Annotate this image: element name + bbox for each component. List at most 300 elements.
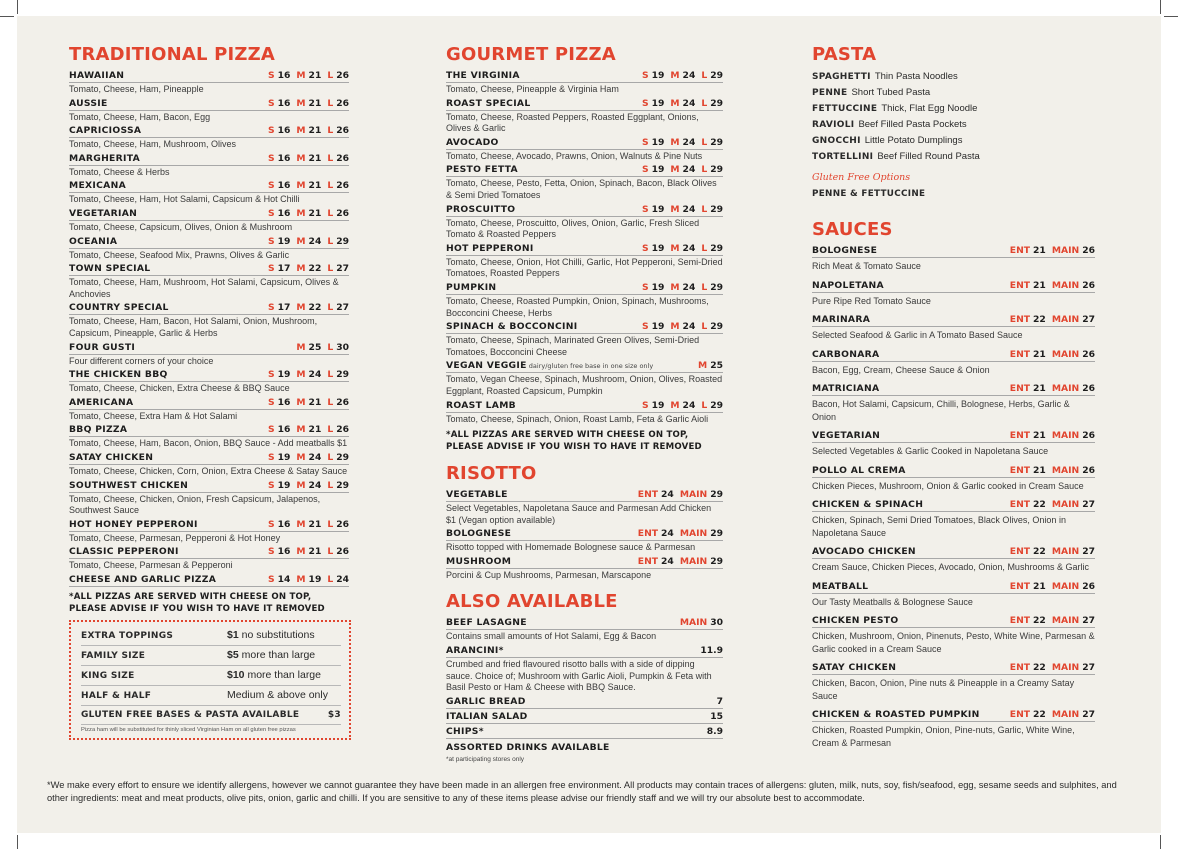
size-price: 29	[710, 70, 723, 81]
menu-item-prices	[698, 359, 723, 372]
menu-item-name: VEGETABLE	[446, 489, 508, 501]
menu-item-prices	[1010, 614, 1095, 627]
size-label: MAIN	[1051, 348, 1080, 360]
menu-item-description: Tomato, Cheese, Spinach, Marinated Green Olives, Semi-Dried Tomatoes, Bocconcini Cheese	[446, 335, 700, 357]
size-label: M	[670, 281, 680, 293]
size-label: MAIN	[1051, 383, 1080, 394]
crop-mark	[1160, 0, 1161, 14]
menu-item-name: NAPOLETANA	[812, 279, 884, 291]
menu-item-prices	[268, 235, 349, 248]
menu-item	[69, 451, 349, 478]
pasta-item-description: Beef Filled Pasta Pockets	[858, 119, 967, 130]
column-traditional	[69, 44, 349, 740]
cheese-notice: *ALL PIZZAS ARE SERVED WITH CHEESE ON TOP, PLEASE ADVISE IF YOU WISH TO HAVE IT REMOVED	[69, 591, 325, 614]
menu-item-description: Risotto topped with Homemade Bolognese sauce & Parmesan	[446, 542, 696, 553]
size-label: M	[670, 136, 680, 148]
crop-mark	[17, 835, 18, 849]
menu-item-name: ITALIAN SALAD	[446, 710, 528, 722]
allergen-footnote: *We make every effort to ensure we identify allergens, however we cannot guarantee they have been made in an allergen free environment. All products may contain traces of allergens: gluten, milk, nuts, soy, fish/seafood, egg, sesame seeds and sulphites, and other ingredients: meat and meat products, olive pits, onion, garlic and chilli. If you are sensitive to any of these items please advise our friendly staff and we will try our absolute best to accommodate.	[47, 780, 1117, 803]
menu-item-name: VEGETARIAN	[812, 430, 881, 441]
size-price: 21	[308, 424, 322, 436]
size-label: M	[296, 180, 306, 192]
gluten-free-options-list: PENNE & FETTUCCINE	[812, 189, 926, 199]
menu-item-prices	[1010, 708, 1095, 721]
menu-item-name: PESTO FETTA	[446, 164, 518, 176]
menu-item-row	[812, 464, 1095, 478]
extras-price: Medium & above only	[227, 688, 328, 701]
menu-item-row	[446, 320, 723, 334]
gluten-free-footnote: Pizza ham will be substituted for thinly sliced Virginian Ham on all gluten free pizzas	[81, 726, 296, 733]
menu-item-row	[812, 313, 1095, 327]
menu-item	[446, 242, 723, 280]
menu-item-row	[69, 573, 349, 587]
menu-item	[446, 97, 723, 135]
menu-item	[69, 152, 349, 179]
menu-item-prices	[642, 97, 723, 110]
menu-item-name: SATAY CHICKEN	[69, 451, 154, 463]
extras-list	[81, 626, 341, 706]
size-price: 19	[651, 97, 665, 109]
menu-item-name: GARLIC BREAD	[446, 695, 526, 707]
size-label: MAIN	[1051, 499, 1080, 510]
size-label: M	[670, 321, 680, 333]
menu-item-row	[69, 152, 349, 166]
pasta-item-name: GNOCCHI	[812, 136, 861, 146]
size-label: S	[267, 207, 275, 219]
menu-item-row	[812, 348, 1095, 362]
size-price: 26	[1082, 383, 1095, 394]
menu-item-prices	[268, 573, 349, 586]
size-label: L	[327, 424, 334, 436]
size-label: L	[327, 70, 334, 81]
menu-item-name: ROAST LAMB	[446, 399, 516, 411]
size-label: S	[641, 399, 649, 411]
gluten-free-price: $3	[327, 709, 341, 720]
pasta-item-description: Thick, Flat Egg Noodle	[881, 103, 978, 114]
size-label: M	[296, 546, 306, 558]
menu-item	[446, 616, 723, 643]
menu-item	[812, 708, 1095, 749]
menu-item-name: SOUTHWEST CHICKEN	[69, 479, 189, 491]
menu-item-description: Tomato, Cheese & Herbs	[69, 166, 170, 177]
size-label: M	[296, 369, 306, 381]
menu-item-description: Tomato, Cheese, Chicken, Extra Cheese & BBQ Sauce	[69, 383, 290, 394]
size-label: MAIN	[1051, 709, 1080, 720]
size-label: S	[267, 263, 275, 275]
size-price: 21	[308, 97, 322, 109]
size-price: 19	[277, 451, 291, 463]
menu-item	[69, 518, 349, 545]
menu-item	[446, 399, 723, 426]
menu-item-row	[446, 399, 723, 413]
size-price: 24	[308, 369, 322, 381]
menu-item-name: VEGAN VEGGIE dairy/gluten free base in one size only	[446, 360, 654, 372]
menu-item-description: Tomato, Cheese, Proscuitto, Olives, Onion, Garlic, Fresh Sliced Tomato & Roasted Peppers	[446, 217, 700, 240]
size-price: 19	[651, 164, 665, 176]
pasta-item	[812, 149, 1095, 165]
pasta-item	[812, 101, 1095, 117]
size-label: S	[267, 235, 275, 247]
menu-item-prices	[642, 242, 723, 255]
menu-item-description: Selected Seafood & Garlic in A Tomato Based Sauce	[812, 330, 1023, 340]
menu-item	[812, 614, 1095, 655]
size-label: L	[701, 242, 708, 254]
menu-item-description: Chicken, Roasted Pumpkin, Onion, Pine-nuts, Garlic, White Wine, Cream & Parmesan	[812, 725, 1075, 748]
menu-item-prices	[1010, 545, 1095, 558]
menu-item-prices	[1010, 244, 1095, 257]
size-label: MAIN	[679, 617, 708, 629]
sauces-list	[812, 244, 1095, 749]
size-price: 26	[1082, 430, 1095, 441]
size-price: 27	[1082, 615, 1095, 626]
menu-item-description: Tomato, Cheese, Chicken, Onion, Fresh Capsicum, Jalapenos, Southwest Sauce	[69, 493, 321, 516]
menu-item-name: FOUR GUSTI	[69, 341, 136, 353]
size-label: ENT	[1009, 662, 1031, 673]
size-label: L	[327, 97, 334, 109]
menu-item-description: Bacon, Egg, Cream, Cheese Sauce & Onion	[812, 364, 990, 375]
extras-name: EXTRA TOPPINGS	[81, 630, 174, 641]
size-price: 29	[710, 489, 723, 501]
size-label: L	[327, 479, 334, 491]
size-price: 29	[710, 528, 723, 540]
menu-item	[69, 573, 349, 587]
menu-item	[446, 725, 723, 739]
size-price: 19	[651, 281, 665, 293]
gourmet-cheese-notice: *ALL PIZZAS ARE SERVED WITH CHEESE ON TOP, PLEASE ADVISE IF YOU WISH TO HAVE IT REMOVED	[446, 430, 702, 453]
size-label: MAIN	[1051, 245, 1080, 256]
extras-name: KING SIZE	[81, 670, 135, 681]
menu-item	[69, 235, 349, 262]
menu-item	[812, 348, 1095, 377]
menu-item-prices	[268, 69, 349, 82]
menu-item-name: ROAST SPECIAL	[446, 97, 531, 109]
menu-item	[812, 661, 1095, 702]
menu-item-description: Our Tasty Meatballs & Bolognese Sauce	[812, 596, 973, 607]
menu-item-description: Crumbed and fried flavoured risotto balls with a side of dipping sauce. Choice of; Mushroom with Garlic Aioli, Pumpkin & Feta with Basil Pesto or Ham & Cheese with BBQ Sauce.	[446, 659, 712, 693]
menu-item-row	[69, 262, 349, 276]
pasta-item	[812, 85, 1095, 101]
size-label: ENT	[1009, 709, 1031, 720]
size-label: M	[670, 399, 680, 411]
size-price: 26	[336, 207, 349, 219]
menu-item-name: AVOCADO CHICKEN	[812, 546, 916, 557]
menu-item-row	[69, 207, 349, 221]
also-available-heading: ALSO AVAILABLE	[446, 591, 618, 613]
pasta-item-name: TORTELLINI	[812, 152, 874, 162]
menu-item-prices	[1010, 498, 1095, 511]
menu-page	[17, 16, 1161, 833]
size-price: 27	[336, 302, 349, 314]
size-label: S	[267, 451, 275, 463]
size-price: 24	[682, 70, 696, 81]
size-label: M	[296, 302, 306, 314]
menu-item-description: Rich Meat & Tomato Sauce	[812, 261, 921, 271]
menu-item-description: Select Vegetables, Napoletana Sauce and Parmesan Add Chicken $1 (Vegan option available)	[446, 503, 712, 525]
size-price: 30	[336, 341, 349, 353]
size-label: L	[327, 302, 334, 314]
size-price: 24	[308, 451, 322, 463]
menu-item-row	[812, 545, 1095, 559]
size-price: 21	[308, 70, 322, 81]
menu-item-row	[812, 279, 1095, 293]
size-label: M	[296, 70, 306, 81]
extras-name: HALF & HALF	[81, 690, 152, 701]
menu-item-row	[446, 359, 723, 373]
menu-item-name: CHIPS*	[446, 725, 484, 737]
menu-item-row	[69, 124, 349, 138]
size-price: 27	[1082, 709, 1095, 720]
size-price: 17	[277, 302, 291, 314]
menu-item-description: Selected Vegetables & Garlic Cooked in Napoletana Sauce	[812, 446, 1049, 456]
menu-item-name: BBQ PIZZA	[69, 424, 128, 436]
size-label: M	[296, 573, 306, 585]
menu-item-name: BOLOGNESE	[446, 528, 512, 540]
menu-item-name: CHICKEN & ROASTED PUMPKIN	[812, 709, 980, 720]
menu-item-name: ARANCINI*	[446, 645, 504, 657]
size-price: 26	[336, 424, 349, 436]
size-label: M	[296, 341, 306, 353]
size-label: M	[296, 396, 306, 408]
extras-name: FAMILY SIZE	[81, 650, 146, 661]
size-price: 29	[710, 136, 723, 148]
menu-item-row	[446, 203, 723, 217]
size-label: L	[701, 97, 708, 109]
size-price: 21	[308, 152, 322, 164]
size-label: MAIN	[679, 489, 708, 501]
size-price: 19	[651, 203, 665, 215]
menu-item-description: Four different corners of your choice	[69, 355, 214, 366]
size-label: ENT	[1009, 580, 1031, 592]
menu-item-description: Tomato, Cheese, Parmesan, Pepperoni & Hot Honey	[69, 532, 281, 543]
size-price: 26	[336, 518, 349, 530]
size-label: L	[327, 180, 334, 192]
menu-item-row	[812, 429, 1095, 443]
menu-item	[69, 301, 349, 339]
pasta-item-name: RAVIOLI	[812, 120, 855, 130]
risotto-list	[446, 488, 723, 581]
size-label: S	[641, 97, 649, 109]
size-label: L	[701, 203, 708, 215]
size-price: 29	[336, 235, 349, 247]
menu-item-name: CHICKEN & SPINACH	[812, 499, 924, 510]
size-price: 24	[682, 136, 696, 148]
menu-item-row	[69, 423, 349, 437]
size-label: M	[296, 518, 306, 530]
size-price: 24	[682, 203, 696, 215]
menu-item-description: Tomato, Cheese, Seafood Mix, Prawns, Olives & Garlic	[69, 249, 290, 260]
size-price: 27	[336, 263, 349, 275]
pasta-item-description: Short Tubed Pasta	[851, 87, 931, 98]
menu-item-name: CHEESE AND GARLIC PIZZA	[69, 573, 217, 585]
size-price: 19	[277, 479, 291, 491]
risotto-heading: RISOTTO	[446, 463, 537, 485]
menu-item	[446, 359, 723, 397]
menu-item-prices	[268, 518, 349, 531]
menu-item	[69, 97, 349, 124]
size-price: 29	[710, 555, 723, 567]
menu-item-prices	[1010, 429, 1095, 442]
menu-item-prices	[1010, 279, 1095, 292]
size-price: 26	[336, 396, 349, 408]
menu-item	[812, 545, 1095, 574]
menu-item-row	[446, 69, 723, 83]
menu-item-description: Tomato, Cheese, Ham, Bacon, Egg	[69, 111, 211, 122]
menu-item-name: COUNTRY SPECIAL	[69, 302, 169, 314]
size-label: MAIN	[1051, 279, 1080, 291]
size-price: 26	[336, 180, 349, 192]
menu-item-prices	[268, 207, 349, 220]
size-label: ENT	[637, 555, 659, 567]
size-price: 24	[682, 164, 696, 176]
size-label: MAIN	[1051, 430, 1080, 441]
size-price: 26	[1082, 245, 1095, 256]
menu-item-description: Tomato, Cheese, Ham, Bacon, Onion, BBQ Sauce - Add meatballs $1	[69, 438, 348, 449]
size-price: 29	[710, 281, 723, 293]
size-label: L	[327, 396, 334, 408]
size-label: L	[701, 164, 708, 176]
size-label: ENT	[1009, 348, 1031, 360]
size-price: 21	[308, 546, 322, 558]
menu-item	[446, 488, 723, 526]
menu-item-name: HAWAIIAN	[69, 70, 125, 81]
size-label: S	[641, 281, 649, 293]
size-label: S	[641, 70, 649, 81]
size-label: MAIN	[1051, 464, 1080, 476]
extras-row	[81, 686, 341, 706]
pasta-item	[812, 133, 1095, 149]
size-label: L	[701, 70, 708, 81]
menu-item-description: Porcini & Cup Mushrooms, Parmesan, Marscapone	[446, 569, 652, 580]
menu-item	[446, 527, 723, 554]
column-pasta	[812, 44, 1095, 755]
size-label: M	[698, 360, 708, 372]
size-price: 19	[651, 70, 665, 81]
size-price: 24	[336, 573, 349, 585]
size-price: 27	[1082, 314, 1095, 325]
size-price: 25	[308, 341, 322, 353]
menu-item-name: CARBONARA	[812, 348, 880, 360]
menu-item-description: Tomato, Cheese, Ham, Mushroom, Olives	[69, 139, 237, 150]
size-price: 26	[336, 125, 349, 137]
size-label: M	[670, 164, 680, 176]
menu-item-prices	[1010, 661, 1095, 674]
size-price: 21	[308, 396, 322, 408]
menu-item-description: Tomato, Cheese, Pesto, Fetta, Onion, Spinach, Bacon, Black Olives & Semi Dried Tomatoes	[446, 178, 717, 200]
size-label: S	[267, 302, 275, 314]
menu-item-description: Tomato, Cheese, Ham, Mushroom, Hot Salami, Capsicum, Olives & Anchovies	[69, 277, 339, 299]
size-price: 24	[682, 281, 696, 293]
size-price: 25	[710, 360, 723, 372]
menu-item-row	[812, 580, 1095, 594]
menu-item-row	[446, 710, 723, 724]
extras-row	[81, 666, 341, 686]
menu-item	[69, 396, 349, 423]
menu-item-name: SPINACH & BOCCONCINI	[446, 321, 578, 333]
menu-item-row	[446, 97, 723, 111]
size-price: 16	[277, 518, 291, 530]
size-price: 21	[1033, 580, 1046, 592]
menu-item-name: TOWN SPECIAL	[69, 263, 151, 275]
also-available-list	[446, 616, 723, 738]
menu-item-description: Tomato, Cheese, Onion, Hot Chilli, Garlic, Hot Pepperoni, Semi-Dried Tomatoes, Roasted Peppers	[446, 256, 723, 279]
pasta-item-description: Little Potato Dumplings	[864, 135, 963, 146]
menu-item-prices	[642, 163, 723, 176]
menu-item	[446, 203, 723, 241]
sauces-heading: SAUCES	[812, 219, 893, 240]
size-label: S	[267, 479, 275, 491]
menu-item-row	[69, 69, 349, 83]
size-label: L	[327, 341, 334, 353]
menu-item-prices	[704, 725, 723, 738]
item-price: 15	[710, 710, 723, 722]
size-price: 27	[1082, 499, 1095, 510]
menu-item-row	[446, 555, 723, 569]
column-gourmet	[446, 44, 723, 763]
menu-item-description: Cream Sauce, Chicken Pieces, Avocado, Onion, Mushrooms & Garlic	[812, 562, 1089, 572]
size-price: 21	[1033, 245, 1046, 256]
size-price: 21	[1033, 430, 1046, 441]
menu-item	[812, 580, 1095, 609]
crop-mark	[1160, 835, 1161, 849]
menu-item-name: MUSHROOM	[446, 555, 512, 567]
size-price: 22	[1033, 709, 1046, 720]
menu-item-prices	[642, 399, 723, 412]
size-price: 16	[277, 424, 291, 436]
size-label: M	[296, 152, 306, 164]
menu-item-row	[69, 368, 349, 382]
menu-item	[69, 207, 349, 234]
extras-price: $5 more than large	[227, 648, 316, 661]
menu-item-description: Tomato, Cheese, Avocado, Prawns, Onion, Walnuts & Pine Nuts	[446, 150, 703, 161]
menu-item	[69, 179, 349, 206]
menu-item-description: Tomato, Cheese, Ham, Bacon, Hot Salami, Onion, Mushroom, Capsicum, Pineapple, Garlic & Herbs	[69, 316, 318, 338]
pasta-heading: PASTA	[812, 44, 877, 65]
size-price: 26	[1082, 279, 1095, 291]
menu-item-name: PUMPKIN	[446, 281, 497, 293]
menu-item-prices	[680, 616, 723, 629]
size-label: L	[327, 518, 334, 530]
menu-item-prices	[1010, 464, 1095, 477]
pasta-item	[812, 117, 1095, 133]
menu-item-row	[69, 341, 349, 355]
menu-item-name: MEATBALL	[812, 580, 869, 592]
size-label: ENT	[1009, 314, 1031, 325]
menu-item-name: VEGETARIAN	[69, 207, 138, 219]
size-price: 16	[277, 70, 291, 81]
size-price: 22	[1033, 499, 1046, 510]
menu-item-description: Tomato, Cheese, Roasted Peppers, Roasted Eggplant, Onions, Olives & Garlic	[446, 111, 699, 134]
size-price: 21	[1033, 279, 1046, 291]
menu-item-row	[812, 244, 1095, 258]
drinks-label: ASSORTED DRINKS AVAILABLE	[446, 741, 610, 753]
size-price: 22	[1033, 314, 1046, 325]
menu-item-row	[69, 97, 349, 111]
size-label: S	[641, 321, 649, 333]
menu-item	[446, 695, 723, 709]
size-price: 29	[336, 451, 349, 463]
size-label: M	[296, 235, 306, 247]
menu-item-name: SATAY CHICKEN	[812, 662, 897, 673]
menu-item	[69, 124, 349, 151]
menu-item-description: Tomato, Cheese, Roasted Pumpkin, Onion, Spinach, Mushrooms, Bocconcini Cheese, Herbs	[446, 295, 709, 318]
size-label: L	[327, 546, 334, 558]
menu-item	[812, 382, 1095, 423]
size-label: MAIN	[1051, 615, 1080, 626]
menu-item-prices	[638, 555, 723, 568]
size-label: S	[641, 136, 649, 148]
menu-item-description: Tomato, Cheese, Capsicum, Olives, Onion & Mushroom	[69, 221, 293, 232]
menu-item-name: CLASSIC PEPPERONI	[69, 546, 179, 558]
